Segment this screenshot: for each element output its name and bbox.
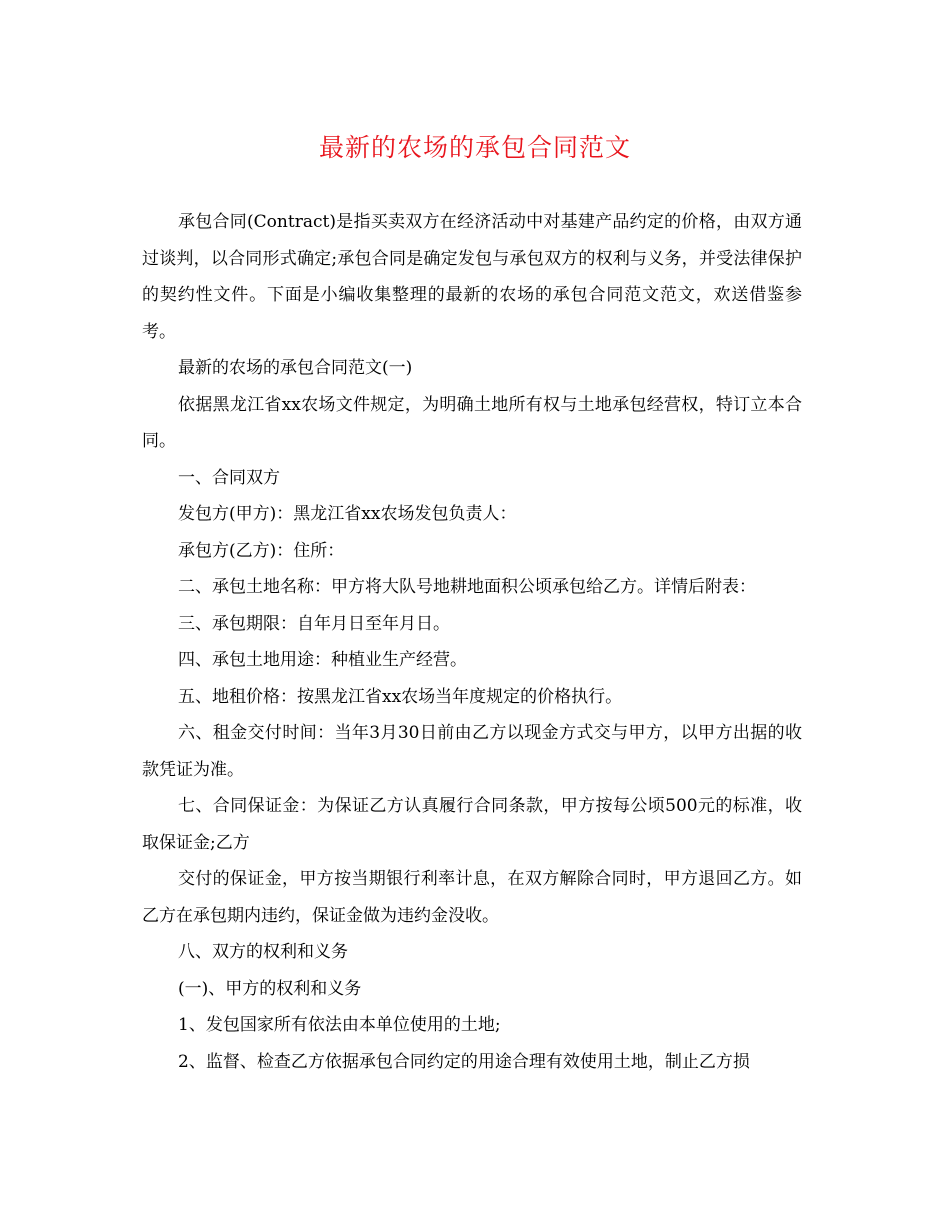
document-title: 最新的农场的承包合同范文	[318, 133, 631, 162]
paragraph: 四、承包土地用途：种植业生产经营。	[178, 650, 467, 670]
paragraph: 承包方(乙方)：住所：	[178, 540, 345, 561]
paragraph: 八、双方的权利和义务	[178, 942, 348, 962]
paragraph: 发包方(甲方)：黑龙江省xx农场发包负责人：	[178, 504, 517, 524]
paragraph: 最新的农场的承包合同范文(一)	[178, 358, 413, 378]
paragraph: 五、地租价格：按黑龙江省xx农场当年度规定的价格执行。	[178, 686, 623, 707]
paragraph: (一)、甲方的权利和义务	[178, 978, 362, 999]
paragraph: 依据黑龙江省xx农场文件规定，为明确土地所有权与土地承包经营权，特订立本合同。	[142, 394, 802, 451]
paragraph: 二、承包土地名称：甲方将大队号地耕地面积公顷承包给乙方。详情后附表：	[178, 577, 756, 597]
paragraph: 承包合同(Contract)是指买卖双方在经济活动中对基建产品约定的价格，由双方通过谈判，以合同形式确定;承包合同是确定发包与承包双方的权利与义务，并受法律保护的契约性文件。下面是小编收集整理的最新的农场的承包合同范文范文，欢送借鉴参考。	[142, 212, 802, 342]
paragraph: 三、承包期限：自年月日至年月日。	[178, 613, 450, 634]
paragraph: 一、合同双方	[178, 467, 280, 488]
paragraph: 2、监督、检查乙方依据承包合同约定的用途合理有效使用土地，制止乙方损	[178, 1051, 750, 1072]
document-body	[142, 204, 802, 1080]
paragraph: 交付的保证金，甲方按当期银行利率计息，在双方解除合同时，甲方退回乙方。如乙方在承包期内违约，保证金做为违约金没收。	[142, 869, 802, 926]
paragraph: 六、租金交付时间：当年3月30日前由乙方以现金方式交与甲方，以甲方出据的收款凭证为准。	[142, 723, 802, 780]
paragraph: 七、合同保证金：为保证乙方认真履行合同条款，甲方按每公顷500元的标准，收取保证金;乙方	[142, 796, 802, 853]
paragraph: 1、发包国家所有依法由本单位使用的土地;	[178, 1015, 501, 1035]
